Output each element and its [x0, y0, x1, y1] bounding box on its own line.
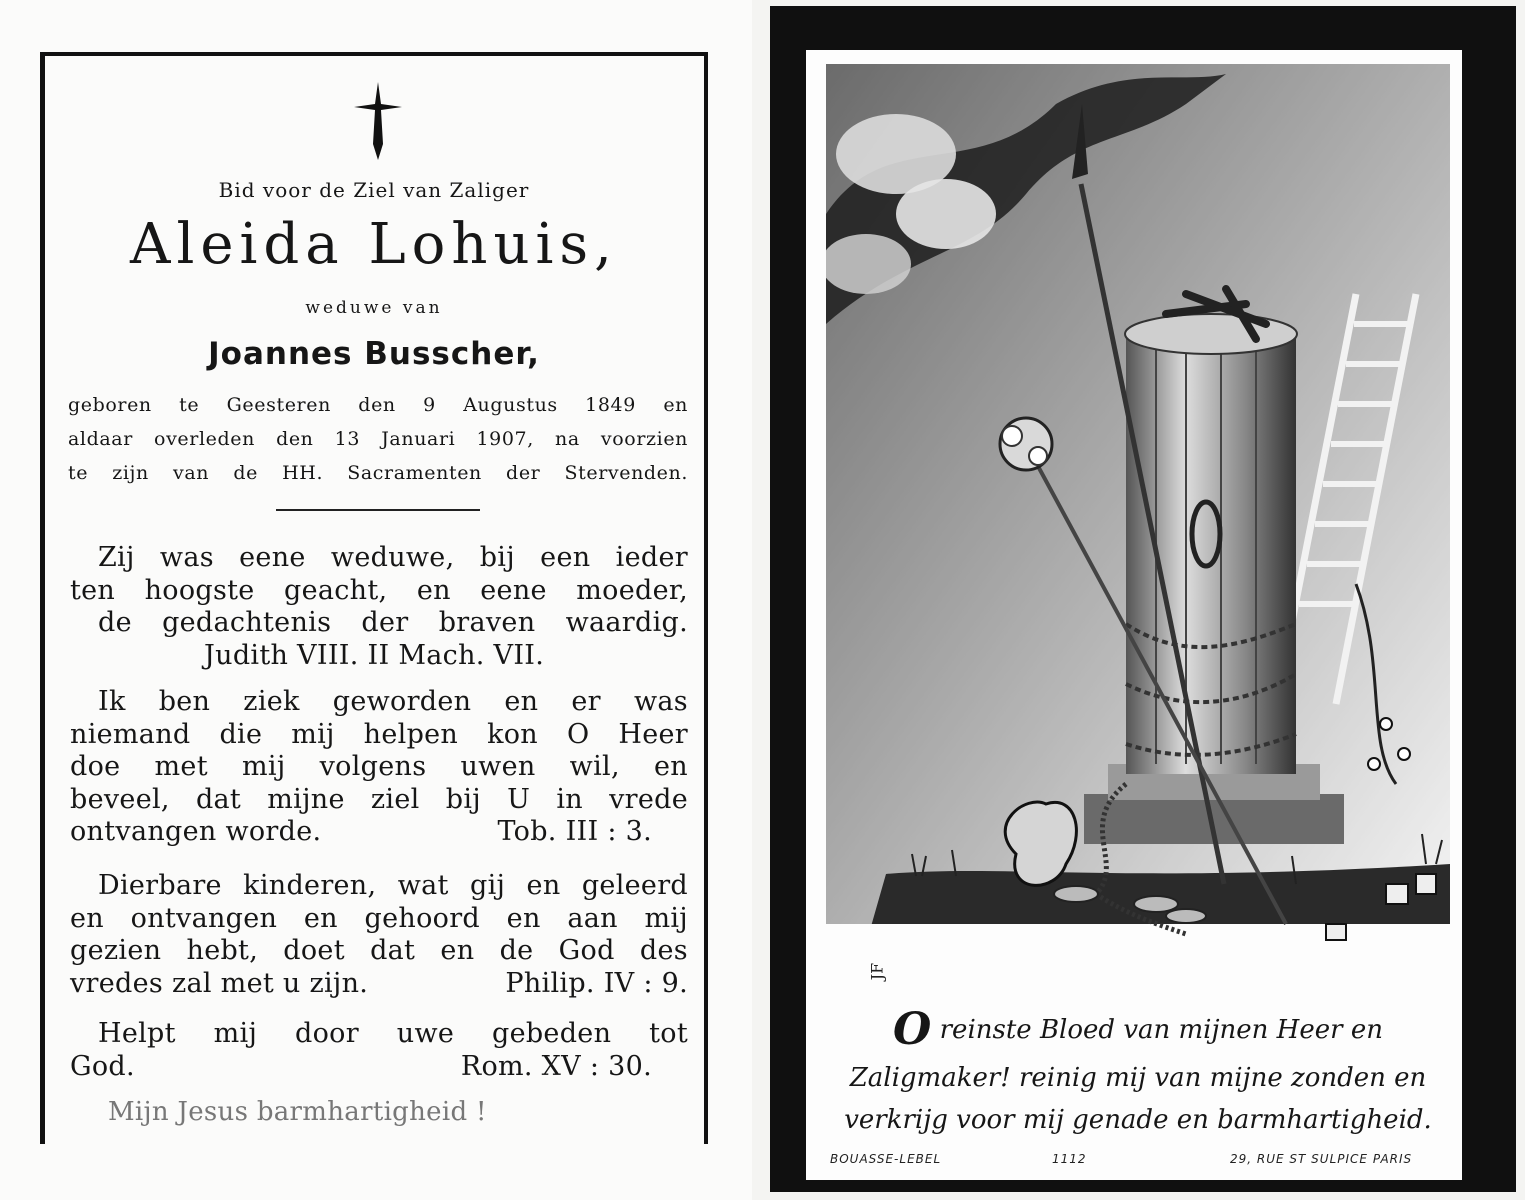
verse-line: [70, 903, 688, 936]
word: Ik: [98, 686, 126, 717]
word: vrede: [609, 783, 688, 815]
verse-text: vredes zal met u zijn.: [70, 967, 369, 999]
word: een: [540, 542, 591, 573]
word: en: [70, 902, 104, 934]
word: kon: [487, 718, 538, 750]
word: uwe: [396, 1018, 455, 1049]
verse-reference: Rom. XV : 30.: [460, 1050, 652, 1082]
word: en: [416, 574, 451, 606]
word: gedachtenis: [162, 607, 332, 638]
word: tot: [649, 1018, 688, 1049]
verse-reference: Philip. IV : 9.: [505, 967, 688, 999]
word: dat: [195, 783, 242, 815]
passion-instruments-illustration: [826, 64, 1450, 944]
verse-line: [70, 686, 688, 719]
verse-line: [70, 870, 688, 903]
verse-line: [70, 542, 688, 575]
word: der: [361, 607, 409, 638]
word: die: [219, 718, 263, 750]
verse-last-line: [70, 816, 688, 849]
bio-line: aldaar overleden den 13 Januari 1907, na voorzien: [68, 428, 688, 450]
word: bij: [479, 542, 515, 573]
word: en: [303, 902, 338, 934]
word: ziel: [370, 783, 420, 815]
word: U: [507, 783, 531, 815]
verse-last-line: [70, 968, 688, 1001]
word: wil,: [569, 751, 620, 782]
verse-reference: Tob. III : 3.: [497, 816, 652, 847]
word: Helpt: [98, 1018, 176, 1049]
publisher-address: 29, RUE ST SULPICE PARIS: [1230, 1152, 1413, 1166]
word: niemand: [70, 718, 191, 750]
card-number: 1112: [1052, 1152, 1087, 1166]
verse-text: God.: [70, 1050, 135, 1082]
word: moeder,: [576, 574, 688, 606]
word: hoogste: [144, 574, 255, 606]
bio-line: te zijn van de HH. Sacramenten der Stervenden.: [68, 462, 688, 484]
word: er: [571, 686, 601, 717]
word: beveel,: [70, 783, 170, 815]
word: gebeden: [491, 1018, 612, 1049]
word: doet: [283, 935, 345, 966]
word: en: [440, 935, 475, 966]
biography: [68, 388, 688, 490]
word: geacht,: [284, 574, 388, 606]
deceased-name: Aleida Lohuis,: [130, 212, 618, 277]
word: ben: [158, 686, 211, 717]
word: mij: [241, 751, 286, 782]
word: O: [566, 718, 590, 750]
memorial-card-text-side: [0, 0, 752, 1200]
prayer-initial: O: [893, 1004, 932, 1055]
word: ontvangen: [130, 902, 278, 934]
verse-reference: Judith VIII. II Mach. VII.: [204, 639, 545, 671]
verse-philippians: [70, 870, 688, 1000]
word: geworden: [332, 686, 472, 717]
verse-line: [70, 719, 688, 752]
verse-line: [70, 575, 688, 608]
word: uwen: [460, 751, 536, 782]
word: helpen: [363, 718, 459, 750]
word: mij: [213, 1018, 258, 1049]
word: braven: [438, 607, 536, 638]
word: hebt,: [186, 935, 259, 966]
memorial-card-image-side: [770, 6, 1516, 1192]
word: de: [98, 607, 132, 638]
verse-line: [70, 1018, 688, 1051]
verse-text: ontvangen worde.: [70, 816, 322, 847]
verse-romans: [70, 1018, 688, 1083]
word: eene: [239, 542, 306, 573]
word: en: [506, 902, 541, 934]
verse-judith: [70, 542, 688, 672]
word: gezien: [70, 935, 162, 966]
husband-name: Joannes Busscher,: [208, 336, 540, 372]
verse-line: [70, 751, 688, 784]
word: in: [556, 783, 583, 815]
prayer-text: reinste Bloed van mijnen Heer en: [931, 1015, 1383, 1045]
verse-line: [70, 784, 688, 817]
verse-last-line: [70, 1051, 688, 1084]
word: en: [504, 686, 539, 717]
word: was: [633, 686, 688, 717]
closing-line: Mijn Jesus barmhartigheid !: [108, 1097, 487, 1127]
word: door: [295, 1018, 359, 1049]
word: volgens: [319, 751, 427, 782]
pray-line: Bid voor de Ziel van Zaliger: [218, 178, 530, 202]
verse-line: [70, 607, 688, 640]
prayer-line: Zaligmaker! reinig mij van mijne zonden en: [849, 1063, 1427, 1093]
word: des: [639, 935, 688, 966]
word: doe: [70, 751, 121, 782]
divider: [276, 509, 480, 511]
word: Dierbare: [98, 870, 222, 901]
verse-line: [70, 935, 688, 968]
word: dat: [370, 935, 416, 966]
word: en: [526, 870, 561, 901]
word: gehoord: [364, 902, 480, 934]
word: mij: [644, 902, 688, 934]
widow-of-label: weduwe van: [305, 298, 443, 318]
word: Zij: [98, 542, 135, 573]
artist-mark: JF: [867, 962, 887, 981]
word: kinderen,: [243, 870, 377, 901]
publisher-imprint: BOUASSE-LEBEL: [830, 1152, 942, 1166]
word: geleerd: [581, 870, 688, 901]
word: mij: [291, 718, 335, 750]
word: waardig.: [565, 607, 688, 638]
word: ieder: [615, 542, 688, 573]
word: Heer: [618, 718, 688, 750]
word: ten: [70, 574, 116, 606]
bio-line: geboren te Geesteren den 9 Augustus 1849 en: [68, 394, 688, 416]
word: de: [499, 935, 534, 966]
word: weduwe,: [330, 542, 455, 573]
prayer-line: verkrijg voor mij genade en barmhartigheid.: [844, 1105, 1432, 1135]
word: God: [558, 935, 615, 966]
word: ziek: [243, 686, 300, 717]
word: mijne: [267, 783, 345, 815]
word: eene: [480, 574, 547, 606]
word: met: [154, 751, 208, 782]
cross-icon: [352, 82, 404, 160]
word: aan: [567, 902, 618, 934]
card-panel: [806, 50, 1462, 1180]
verse-tobit: [70, 686, 688, 849]
word: en: [653, 751, 688, 782]
word: wat: [397, 870, 449, 901]
word: was: [159, 542, 214, 573]
word: gij: [470, 870, 506, 901]
word: bij: [445, 783, 481, 815]
prayer-line: [826, 1004, 1450, 1055]
